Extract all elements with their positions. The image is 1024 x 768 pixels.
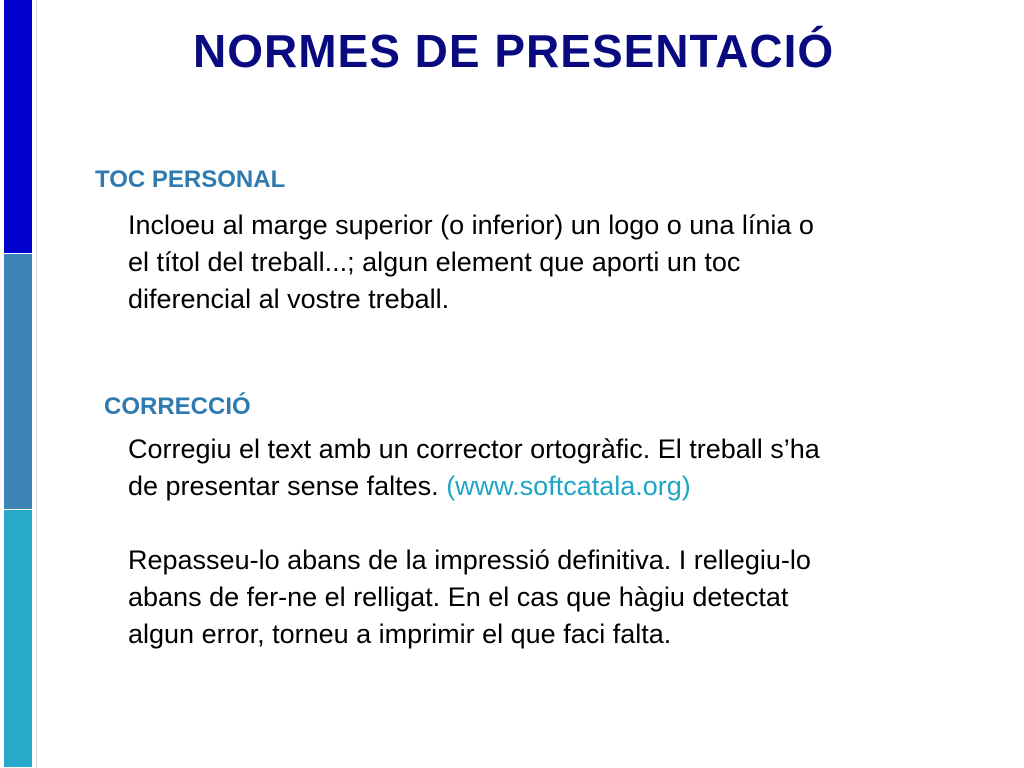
paragraph-line: Incloeu al marge superior (o inferior) un logo o una línia o <box>128 210 814 240</box>
side-bar-stripe-steel-blue <box>4 254 32 510</box>
paragraph-line: diferencial al vostre treball. <box>128 284 450 314</box>
decorative-side-bar <box>0 0 37 768</box>
paragraph-line: Repasseu-lo abans de la impressió definitiva. I rellegiu-lo <box>128 545 811 575</box>
paragraph-line: algun error, torneu a imprimir el que faci falta. <box>128 619 672 649</box>
review-paragraph <box>128 542 948 653</box>
softcatala-link[interactable]: (www.softcatala.org) <box>446 471 691 501</box>
correccio-paragraph <box>128 431 948 505</box>
paragraph-line: de presentar sense faltes. <box>128 471 447 501</box>
slide-title: NORMES DE PRESENTACIÓ <box>193 25 835 77</box>
section-heading-correccio: CORRECCIÓ <box>104 393 251 420</box>
section-heading-toc-personal: TOC PERSONAL <box>95 166 286 193</box>
toc-personal-paragraph <box>128 207 948 318</box>
paragraph-line: Corregiu el text amb un corrector ortogràfic. El treball s’ha <box>128 434 820 464</box>
side-bar-stripe-cyan <box>4 510 32 768</box>
side-bar-stripe-dark-blue <box>4 0 32 254</box>
paragraph-line: abans de fer-ne el relligat. En el cas que hàgiu detectat <box>128 582 789 612</box>
paragraph-line: el títol del treball...; algun element que aporti un toc <box>128 247 741 277</box>
